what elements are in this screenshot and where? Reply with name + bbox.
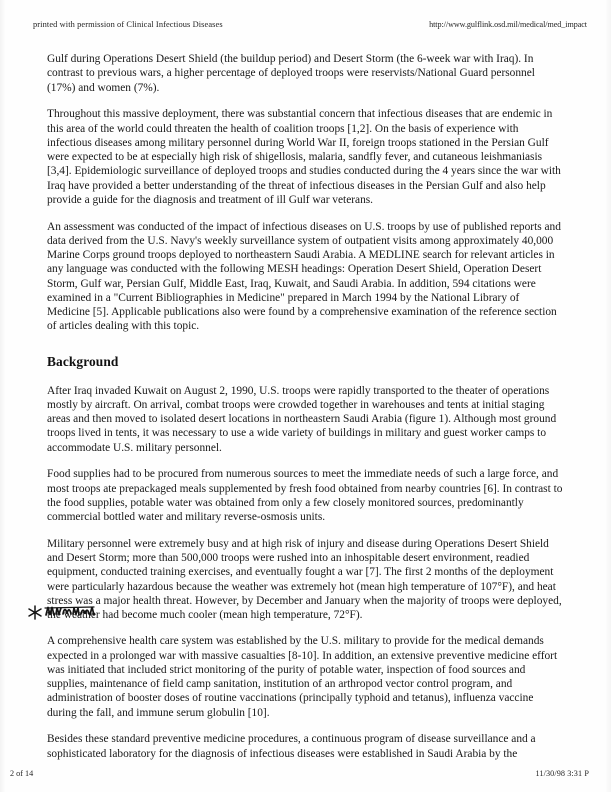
- page-footer: [10, 769, 589, 778]
- scan-edge-shadow-left: [0, 0, 6, 792]
- scan-edge-shadow-right: [605, 0, 611, 792]
- running-head: [33, 20, 587, 29]
- document-body: [47, 52, 565, 773]
- asterisk-icon: [29, 606, 41, 619]
- running-head-url: http://www.gulflink.osd.mil/medical/med_impact: [429, 20, 587, 29]
- paragraph-besides-standard: Besides these standard preventive medicine procedures, a continuous program of disease surveillance and a sophisticated laboratory for the diagnosis of infectious diseases were established in Saudi Arabia by the: [47, 733, 536, 760]
- footer-timestamp: 11/30/98 3:31 P: [535, 769, 589, 778]
- paragraph-food-supplies: Food supplies had to be procured from numerous sources to meet the immediate needs of such a large force, and most troops ate prepackaged meals supplemented by fresh food obtained from nearby countries [6]. In contrast to the food supplies, potable water was obtained from only a few closely monitored sources, predominantly commercial bottled water and military reverse-osmosis units.: [47, 468, 563, 523]
- paragraph-after-invasion: After Iraq invaded Kuwait on August 2, 1990, U.S. troops were rapidly transported to the theater of operations mostly by aircraft. On arrival, combat troops were crowded together in warehouses and tents at initial staging areas and then moved to isolated desert locations in northeastern Saudi Arabia (figure 1). Although most ground troops lived in tents, it was necessary to use a wide variety of buildings in military and guest worker camps to accommodate U.S. military personnel.: [47, 384, 557, 454]
- paragraph-massive-deployment: Throughout this massive deployment, there was substantial concern that infectious diseases that are endemic in this area of the world could threaten the health of coalition troops [1,2]. On the basis of experience with infectious diseases among military personnel during World War II, foreign troops stationed in the Persian Gulf were expected to be at especially high risk of shigellosis, malaria, sandfly fever, and cutaneous leishmaniasis [3,4]. Epidemiologic surveillance of deployed troops and studies conducted during the 4 years since the war with Iraq have provided a better understanding of the threat of infectious diseases in the Persian Gulf and also help provide a guide for the diagnosis and treatment of ill Gulf war veterans.: [47, 108, 561, 206]
- running-head-source: printed with permission of Clinical Infectious Diseases: [33, 20, 223, 29]
- paragraph-health-care-system: A comprehensive health care system was established by the U.S. military to provide for the medical demands expected in a prolonged war with massive casualties [8-10]. In addition, an extensive preventive medicine effort was initiated that included strict monitoring of the purity of potable water, inspection of food sources and supplies, maintenance of field camp sanitation, institution of an arthropod vector control program, and administration of booster doses of routine vaccinations (principally typhoid and tetanus), influenza vaccine during the fall, and immune serum globulin [10].: [47, 635, 558, 719]
- scribble-handwriting: [45, 607, 94, 615]
- paragraph-assessment-methods: An assessment was conducted of the impact of infectious diseases on U.S. troops by use of published reports and data derived from the U.S. Navy's weekly surveillance system of outpatient visits among approximately 40,000 Marine Corps ground troops deployed to northeastern Saudi Arabia. A MEDLINE search for relevant articles in any language was conducted with the following MESH headings: Operation Desert Shield, Operation Desert Storm, Gulf war, Persian Gulf, Middle East, Iraq, Kuwait, and Saudi Arabia. In addition, 594 citations were examined in a "Current Bibliographies in Medicine" prepared in March 1994 by the National Library of Medicine [5]. Applicable publications also were found by a comprehensive examination of the reference section of articles dealing with this topic.: [47, 220, 561, 333]
- handwritten-margin-annotation: [26, 603, 104, 623]
- paragraph-gulf-deployment: Gulf during Operations Desert Shield (the buildup period) and Desert Storm (the 6-week war with Iraq). In contrast to previous wars, a higher percentage of deployed troops were reservists/National Guard personnel (17%) and women (7%).: [47, 53, 535, 94]
- paragraph-military-personnel: Military personnel were extremely busy and at high risk of injury and disease during Operations Desert Shield and Desert Storm; more than 500,000 troops were rushed into an inhospitable desert environment, readied equipment, conducted training exercises, and eventually fought a war [7]. The first 2 months of the deployment were particularly hazardous because the weather was extremely hot (mean high temperature of 107°F), and heat stress was a major health threat. However, by December and January when the majority of troops were deployed, the weather had become much cooler (mean high temperature, 72°F).: [47, 537, 562, 621]
- footer-page-number: 2 of 14: [10, 769, 34, 778]
- section-heading-background: Background: [47, 353, 119, 369]
